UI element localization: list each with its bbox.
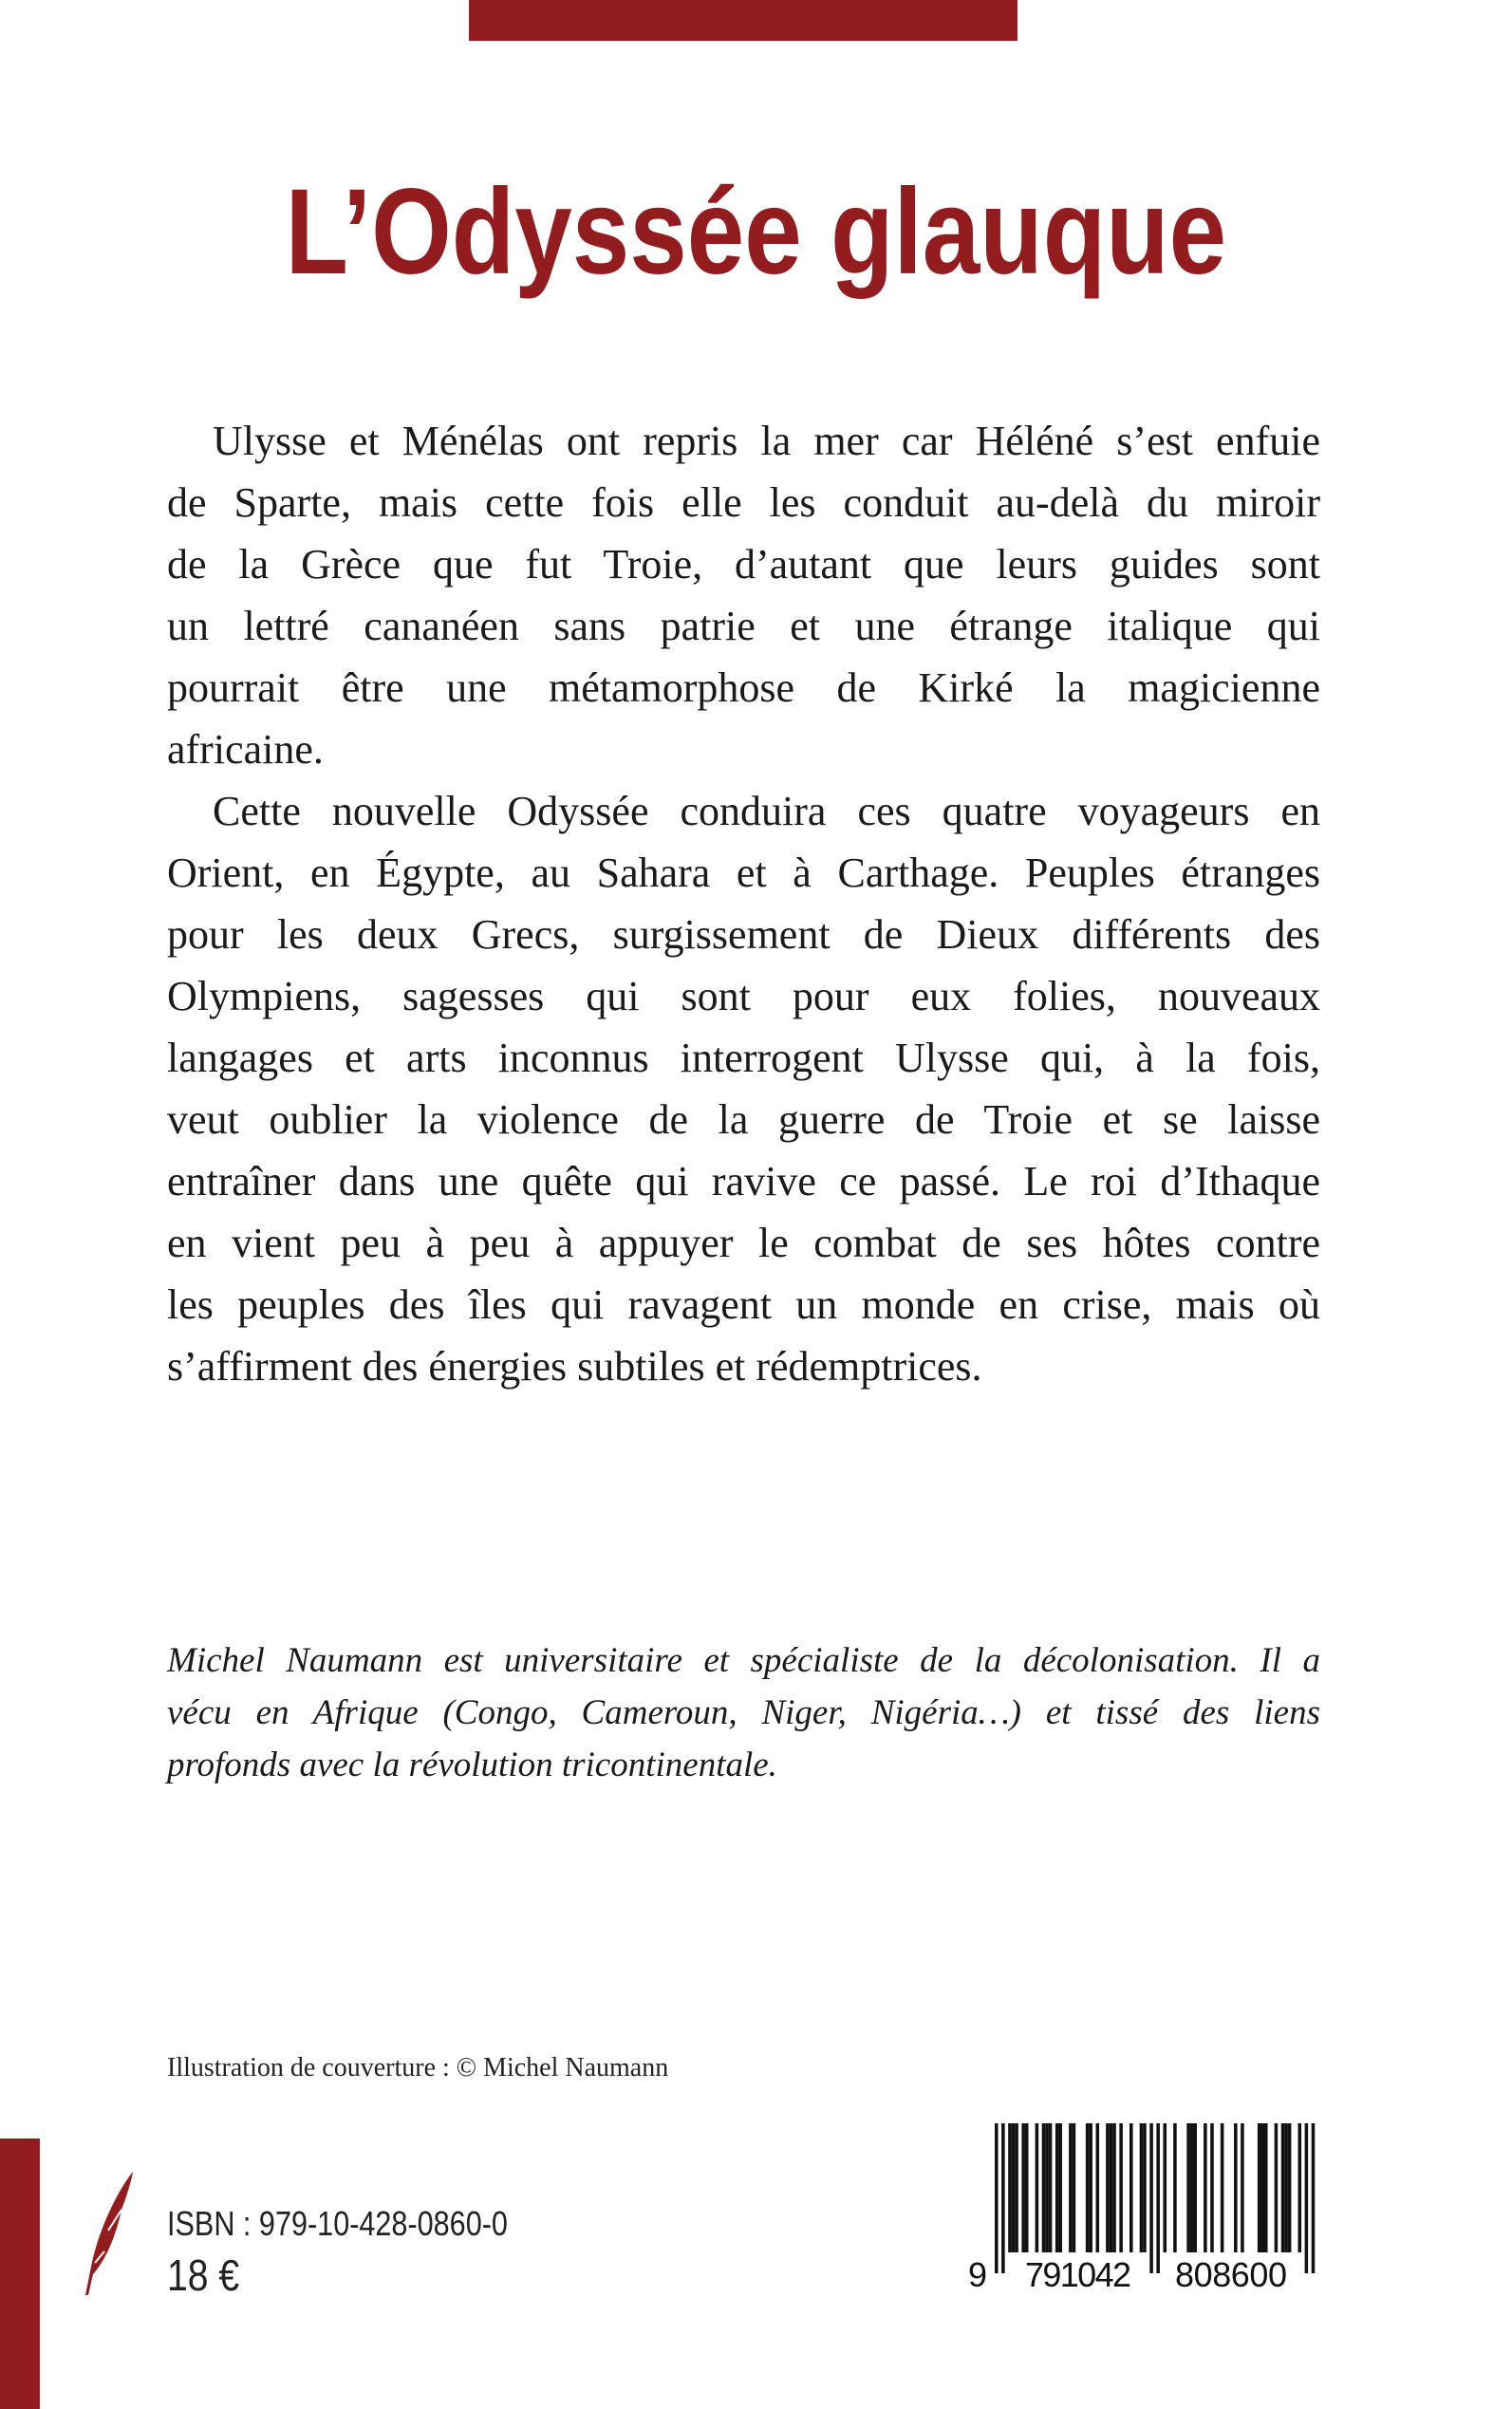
- barcode-bar: [1143, 2123, 1147, 2252]
- barcode-bar: [1110, 2123, 1113, 2252]
- barcode-bar: [1210, 2123, 1214, 2252]
- barcode-bar: [1119, 2123, 1123, 2252]
- summary-line: Orient, en Égypte, au Sahara et à Carthage. Peuples étranges: [167, 850, 1320, 896]
- barcode-bar: [1049, 2123, 1053, 2252]
- barcode-bar: [1069, 2123, 1073, 2252]
- barcode-bar: [1204, 2123, 1207, 2252]
- barcode-bar: [1055, 2123, 1059, 2252]
- summary-line: africaine.: [167, 726, 324, 773]
- left-accent-bar: [0, 2138, 40, 2409]
- barcode-bar: [1042, 2123, 1046, 2252]
- summary: [167, 410, 1320, 1397]
- top-accent-bar: [469, 0, 1017, 41]
- barcode-bar: [1281, 2123, 1285, 2252]
- summary-line: Ulysse et Ménélas ont repris la mer car Héléné s’est enfuie: [213, 418, 1320, 464]
- barcode-bar: [1234, 2123, 1238, 2252]
- barcode-bar: [1012, 2123, 1016, 2252]
- illustration-credit: Illustration de couverture : © Michel Naumann: [167, 2053, 669, 2082]
- barcode-bar: [1305, 2123, 1309, 2273]
- barcode-bar: [1106, 2123, 1110, 2252]
- barcode-bar: [1173, 2123, 1177, 2252]
- summary-line: Olympiens, sagesses qui sont pour eux folies, nouveaux: [167, 973, 1320, 1019]
- barcode-bar: [1164, 2123, 1167, 2252]
- barcode-bar: [1025, 2123, 1029, 2252]
- barcode-bar: [1264, 2123, 1268, 2252]
- bio-line: Michel Naumann est universitaire et spécialiste de la décolonisation. Il a: [167, 1641, 1320, 1680]
- barcode-bar: [1089, 2123, 1092, 2252]
- barcode-bar: [1112, 2123, 1116, 2252]
- barcode-bar: [1001, 2123, 1005, 2273]
- book-title: [0, 161, 1512, 304]
- summary-line: entraîner dans une quête qui ravive ce passé. Le roi d’Ithaque: [167, 1158, 1320, 1204]
- barcode-bar: [995, 2123, 999, 2273]
- barcode-bar: [1260, 2123, 1264, 2252]
- barcode-bar: [1021, 2123, 1025, 2252]
- barcode-first-digit: 9: [968, 2255, 988, 2289]
- barcode-bar: [1045, 2123, 1049, 2252]
- summary-line: de Sparte, mais cette fois elle les conduit au-delà du miroir: [167, 479, 1320, 526]
- summary-line: pour les deux Grecs, surgissement de Dieux différents des: [167, 911, 1320, 958]
- barcode-bar: [1058, 2123, 1062, 2252]
- barcode-bar: [1312, 2123, 1316, 2273]
- bio-line: profonds avec la révolution tricontinentale.: [167, 1746, 777, 1784]
- barcode-bar: [1186, 2123, 1190, 2252]
- summary-line: Cette nouvelle Odyssée conduira ces quatre voyageurs en: [213, 788, 1320, 834]
- summary-line: s’affirment des énergies subtiles et rédemptrices.: [167, 1343, 982, 1390]
- barcode-bar: [1298, 2123, 1302, 2252]
- barcode-bar: [1288, 2123, 1292, 2252]
- barcode-bar: [1140, 2123, 1144, 2252]
- barcode-bar: [1275, 2123, 1279, 2252]
- barcode-right-digits: 808600: [1175, 2255, 1287, 2289]
- bio-line: vécu en Afrique (Congo, Cameroun, Niger, Nigéria…) et tissé des liens: [167, 1693, 1320, 1732]
- summary-line: pourrait être une métamorphose de Kirké la magicienne: [167, 664, 1320, 711]
- summary-line: les peuples des îles qui ravagent un monde en crise, mais où: [167, 1281, 1320, 1328]
- barcode-bar: [1086, 2123, 1090, 2252]
- barcode-bar: [1190, 2123, 1194, 2252]
- barcode-left-digits: 791042: [1025, 2255, 1131, 2289]
- book-title-text: L’Odyssée glauque: [285, 164, 1227, 300]
- summary-line: veut oublier la violence de la guerre de Troie et se laisse: [167, 1096, 1320, 1143]
- barcode-bar: [1221, 2123, 1224, 2252]
- summary-line: en vient peu à peu à appuyer le combat de ses hôtes contre: [167, 1220, 1320, 1266]
- price: 18 €: [167, 2250, 240, 2300]
- barcode-bar: [1036, 2123, 1039, 2252]
- barcode-bar: [1258, 2123, 1261, 2252]
- barcode-bar: [1193, 2123, 1197, 2252]
- barcode-bar: [1096, 2123, 1100, 2252]
- barcode-bar: [1129, 2123, 1133, 2252]
- barcode-bar: [1073, 2123, 1076, 2252]
- barcode: [968, 2123, 1319, 2289]
- barcode-bar: [1284, 2123, 1288, 2252]
- barcode-bar: [1149, 2123, 1153, 2273]
- barcode-bar: [1015, 2123, 1018, 2252]
- summary-line: un lettré cananéen sans patrie et une étrange italique qui: [167, 603, 1320, 649]
- barcode-bar: [1156, 2123, 1160, 2273]
- summary-line: langages et arts inconnus interrogent Ulysse qui, à la fois,: [167, 1035, 1320, 1081]
- isbn: ISBN : 979-10-428-0860-0: [167, 2204, 508, 2243]
- barcode-bar: [1241, 2123, 1244, 2252]
- author-bio: [167, 1634, 1320, 1791]
- barcode-bar: [1008, 2123, 1012, 2252]
- feather-icon: [80, 2172, 137, 2295]
- summary-line: de la Grèce que fut Troie, d’autant que leurs guides sont: [167, 541, 1320, 588]
